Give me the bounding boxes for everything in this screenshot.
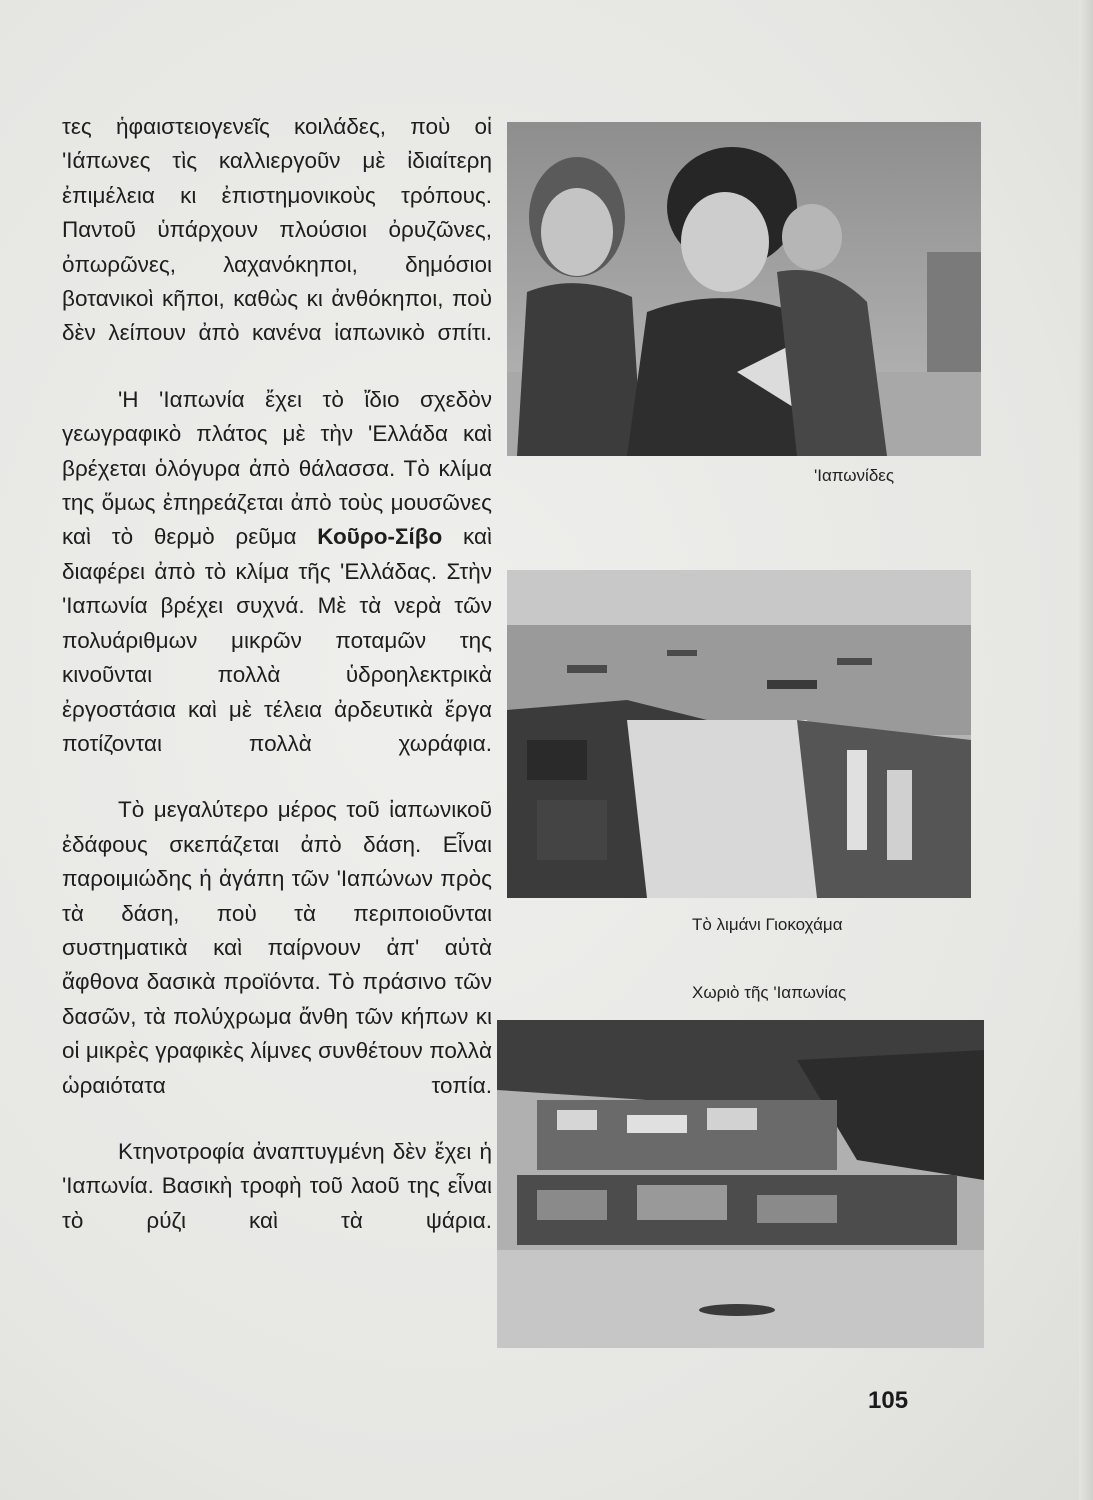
paragraph-2-start: 'Η 'Ιαπωνία ἔχει τὸ ἴδιο σχεδὸν γεωγραφικὸ πλάτος μὲ τὴν 'Ελλάδα καὶ βρέχεται ὁλόγυρα ἀπὸ θάλασσα. Τὸ κλίμα της ὅμως ἐπηρεάζεται ἀπὸ τοὺς μουσῶνες καὶ τὸ θερμὸ ρεῦμα — [62, 386, 492, 550]
kuro-shio-term: Κοῦρο-Σίβο — [317, 524, 443, 550]
caption-japanese-women: 'Ιαπωνίδες — [814, 466, 895, 485]
page-edge-shadow — [1079, 0, 1093, 1500]
caption-japanese-village: Χωριὸ τῆς 'Ιαπωνίας — [692, 983, 847, 1002]
body-text-column — [62, 110, 492, 1238]
paragraph-4: Κτηνοτροφία ἀναπτυγμένη δὲν ἔχει ἡ 'Ιαπωνία. Βασικὴ τροφὴ τοῦ λαοῦ της εἶναι τὸ ρύζι καὶ τὰ ψάρια. — [62, 1138, 492, 1233]
caption-yokohama-harbor: Τὸ λιμάνι Γιοκοχάμα — [692, 915, 843, 934]
paragraph-1: τες ἡφαιστειογενεῖς κοιλάδες, ποὺ οἱ 'Ιάπωνες τὶς καλλιεργοῦν μὲ ἰδιαίτερη ἐπιμέλεια κι ἐπιστημονικοὺς τρόπους. Παντοῦ ὑπάρχουν πλούσιοι ὀρυζῶνες, ὀπωρῶνες, λαχανόκηποι, δημόσιοι βοτανικοὶ κῆποι, καθὼς κι ἀνθόκηποι, ποὺ δὲν λείπουν ἀπὸ κανένα ἰαπωνικὸ σπίτι. — [62, 114, 492, 346]
photo-japanese-village — [497, 1020, 984, 1348]
page-number: 105 — [868, 1387, 909, 1414]
photo-yokohama-harbor — [507, 570, 971, 898]
paragraph-2-end: καὶ διαφέρει ἀπὸ τὸ κλίμα τῆς 'Ελλάδας. Στὴν 'Ιαπωνία βρέχει συχνά. Μὲ τὰ νερὰ τῶν πολυάριθμων μικρῶν ποταμῶν της κινοῦνται πολλὰ ὑδροηλεκτρικὰ ἐργοστάσια καὶ μὲ τέλεια ἀρδευτικὰ ἔργα ποτίζονται πολλὰ χωράφια. — [62, 524, 492, 756]
paragraph-3: Τὸ μεγαλύτερο μέρος τοῦ ἰαπωνικοῦ ἐδάφους σκεπάζεται ἀπὸ δάση. Εἶναι παροιμιώδης ἡ ἀγάπη τῶν 'Ιαπώνων πρὸς τὰ δάση, ποὺ τὰ περιποιοῦνται συστηματικὰ καὶ παίρνουν ἀπ' αὐτὰ ἄφθονα δασικὰ προϊόντα. Τὸ πράσινο τῶν δασῶν, τὰ πολύχρωμα ἄνθη τῶν κήπων κι οἱ μικρὲς γραφικὲς λίμνες συνθέτουν πολλὰ ὡραιότατα τοπία. — [62, 797, 492, 1098]
photo-japanese-women — [507, 122, 981, 456]
paragraph-2 — [62, 383, 492, 761]
